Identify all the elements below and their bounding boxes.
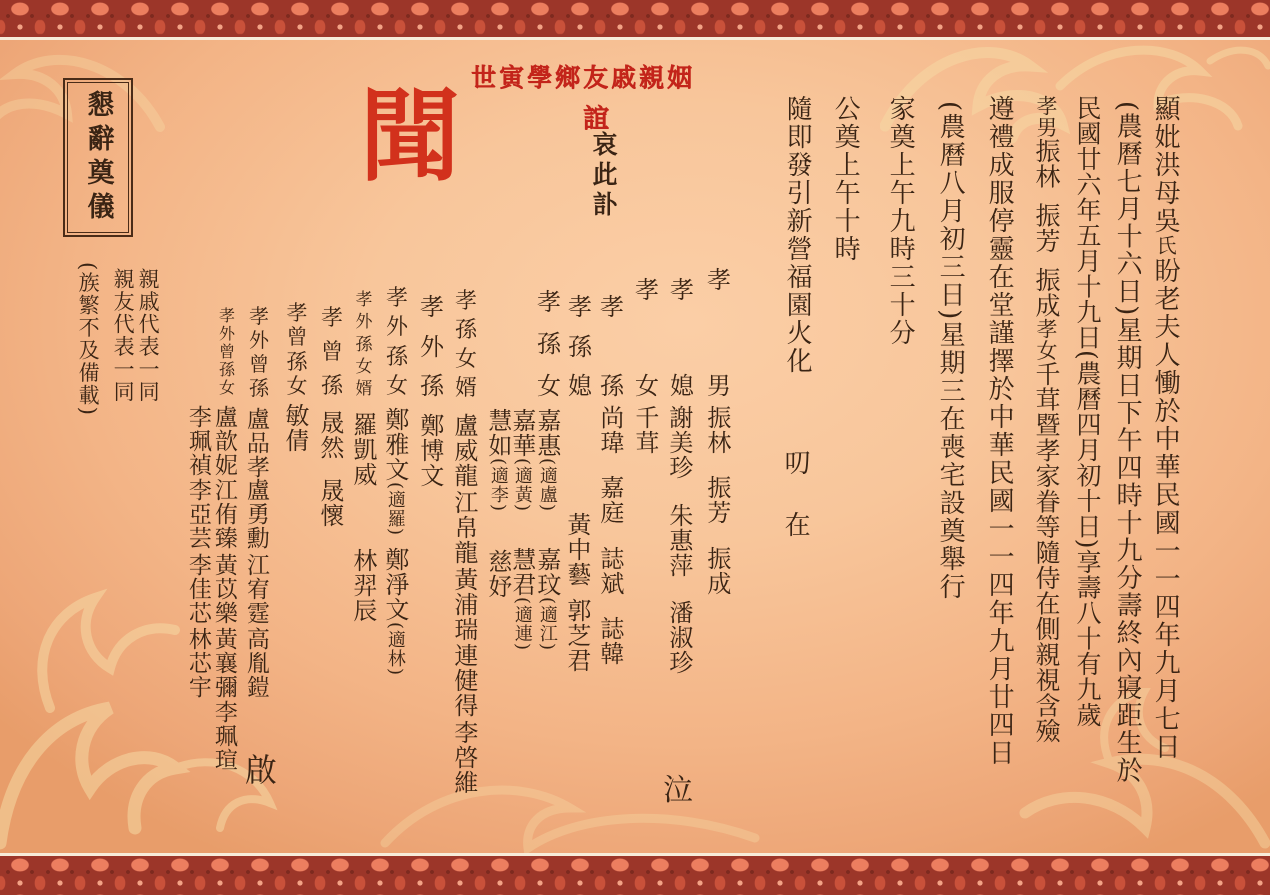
name-main: 嘉惠 [532, 408, 561, 458]
family-service-time: 家奠上午九時三十分 [885, 95, 916, 347]
mourner-role-char: 孝 [320, 306, 343, 331]
mourner-role [350, 292, 378, 398]
announcement-line-2: (農曆七月十六日)星期日下午四時十九分壽終內寢距生於 [1112, 101, 1143, 785]
mourner-role-char: 孫 [320, 374, 343, 399]
damask-border-top [0, 0, 1270, 40]
mourner-role-char: 孫 [385, 344, 408, 370]
mourner-role-char: 外 [355, 312, 373, 333]
mourner-name: 盧歆妮 [210, 405, 237, 477]
mourner-role-char: 曾 [249, 352, 269, 376]
mourner-role [245, 306, 273, 398]
mourner-role [452, 291, 480, 400]
mourner-role-char: 女 [635, 372, 659, 400]
mourner-role-char: 婿 [454, 376, 477, 401]
mourner-role-char: 孝 [707, 266, 731, 294]
mourner-name: 黃襄彌 [210, 627, 237, 699]
mourner-role-char: 孫 [568, 332, 592, 361]
mourner-role-char: 孝 [249, 304, 269, 328]
married-into-note: (適江) [536, 597, 558, 652]
mourner-name: 盧品孝 [242, 407, 269, 479]
sons-names: 振林 振芳 振成 [1032, 138, 1061, 318]
floral-ornament-bottom-center [380, 768, 760, 853]
mourner-name: 振林 [702, 405, 731, 455]
mourner-name: 盧威龍 [449, 413, 478, 488]
mourner-name: 李珮禎 [184, 405, 211, 477]
daughter-label: 孝女 [1034, 317, 1058, 361]
mourner-name: 黃苡樂 [210, 553, 237, 625]
mourner-name: 敏倩 [280, 403, 309, 453]
name-main: 鄭淨文 [380, 547, 409, 622]
family-too-numerous-note: (族繁不及備載) [76, 262, 101, 417]
announcement-line-5: 遵禮成服停靈在堂謹擇於中華民國一一四年九月廿四日 [984, 95, 1015, 767]
mourner-role-char: 孝 [635, 276, 659, 304]
mourner-role-char: 孫 [537, 330, 561, 358]
weep-char: 泣 [663, 773, 693, 808]
relations-banner: 世寅學鄉友戚親姻 [471, 63, 696, 92]
name-main: 慧君 [507, 547, 536, 597]
mourner-role-char: 曾 [218, 342, 235, 361]
mourner-name: 連健得 [449, 643, 478, 718]
mourner-role [598, 295, 626, 398]
mourner-role-char: 曾 [320, 340, 343, 365]
mourner-role-char: 孝 [420, 293, 444, 321]
mourner-name [533, 408, 559, 512]
mourner-role-char: 孫 [600, 372, 624, 400]
married-into-note: (適李) [487, 458, 509, 513]
married-into-note: (適林) [384, 622, 406, 677]
mourner-role [668, 278, 696, 398]
mourner-role-char: 孫 [355, 334, 373, 355]
mourner-role-char: 外 [385, 315, 408, 341]
mourner-role-char: 孝 [454, 289, 477, 314]
mourner-role-char: 孝 [218, 306, 235, 325]
condolence-declined-box-inner [67, 82, 129, 233]
mourner-role-char: 女 [385, 373, 408, 399]
mourner-name [533, 547, 559, 651]
mourner-name: 朱惠萍 [664, 503, 693, 578]
announcement-line-6: (農曆八月初三日)星期三在喪宅設奠舉行 [935, 101, 966, 602]
mourner-role [213, 308, 241, 396]
mourner-name: 林羿辰 [348, 548, 377, 623]
announce-char: 啟 [245, 751, 278, 789]
public-service-time: 公奠上午十時 [830, 95, 861, 263]
mourner-role-char: 孫 [286, 349, 308, 374]
mourner-role-char: 孝 [568, 293, 592, 321]
mourner-name: 李亞芸 [184, 478, 211, 550]
mourner-role-char: 外 [218, 324, 235, 343]
mourner-name: 尚瑋 [595, 405, 624, 455]
name-main: 嘉華 [507, 408, 536, 458]
announcement-line-1 [1150, 95, 1179, 761]
mourner-name: 李珮瑄 [210, 700, 237, 772]
mourner-role-char: 媳 [670, 372, 694, 400]
mourner-role [535, 290, 563, 398]
mourner-role [283, 303, 311, 397]
sons-label: 孝男 [1034, 95, 1058, 138]
mourner-role [418, 295, 446, 398]
mourner-name: 誌韓 [595, 616, 624, 666]
mourner-name [381, 547, 407, 676]
mourner-role-char: 女 [537, 372, 561, 400]
announcement-line-4 [1032, 95, 1060, 743]
mourner-name: 晟然 [315, 410, 344, 460]
deceased-clan-char: 氏 [1153, 235, 1178, 257]
mourner-name: 振成 [702, 546, 731, 596]
death-date-text: 盼老夫人慟於中華民國一一四年九月七日 [1150, 257, 1181, 761]
mourner-role-char: 外 [249, 328, 269, 352]
mourner-name: 黃浦瑞 [449, 567, 478, 642]
mourner-name [381, 407, 407, 536]
mourner-name: 李佳芯 [184, 553, 211, 625]
mourner-name: 江帛龍 [449, 490, 478, 565]
mourner-name: 高胤鎧 [242, 627, 269, 699]
mourner-name: 振芳 [702, 475, 731, 525]
mourner-name: 嘉庭 [595, 475, 624, 525]
mourner-name: 謝美珍 [664, 405, 693, 480]
humility-phrase: 叨在 [780, 449, 811, 573]
mourner-role-char: 女 [286, 373, 308, 398]
name-main: 嘉玟 [532, 547, 561, 597]
mourner-role-char: 女 [454, 347, 477, 372]
announcement-line-3: 民國廿六年五月十九日(農曆四月初十日)享壽八十有九歲 [1073, 95, 1102, 728]
deceased-title: 顯妣洪母吳 [1150, 95, 1181, 235]
mourner-role-char: 媳 [568, 372, 592, 400]
married-into-note: (適盧) [536, 458, 558, 513]
mourner-role-char: 孝 [600, 293, 624, 321]
condolence-declined-box [63, 78, 133, 237]
banner-suffix-char: 誼 [583, 104, 610, 134]
condolence-declined-text: 懇辭奠儀 [82, 89, 114, 226]
damask-border-bottom [0, 853, 1270, 895]
mourner-role-char: 曾 [286, 325, 308, 350]
mourner-role-char: 女 [355, 356, 373, 377]
mourner-role-char: 女 [218, 378, 235, 397]
mourner-name: 千茸 [630, 405, 659, 455]
mourner-role [633, 278, 661, 398]
mourner-name: 晟懷 [315, 478, 344, 528]
name-main: 鄭雅文 [380, 407, 409, 482]
mourner-role-char: 孫 [454, 318, 477, 343]
mourner-role-char: 孝 [385, 286, 408, 311]
mourner-name: 潘淑珍 [664, 600, 693, 675]
mourner-role-char: 孝 [355, 290, 373, 310]
married-into-note: (適連) [511, 597, 533, 652]
mourner-name: 鄭博文 [415, 413, 444, 488]
mourner-role-char: 孝 [286, 301, 308, 325]
mourner-role-char: 孝 [670, 276, 694, 304]
relatives-representatives: 親戚代表一同 [136, 268, 161, 403]
mourner-role [566, 295, 594, 398]
married-into-note: (適羅) [384, 482, 406, 537]
friends-representatives: 親友代表一同 [111, 268, 136, 403]
mourning-phrase: 哀此訃 [589, 131, 618, 221]
mourner-name: 江宥霆 [242, 553, 269, 625]
mourner-role-char: 外 [420, 332, 444, 361]
mourner-name: 林芯宇 [184, 627, 211, 699]
mourner-name: 江侑臻 [210, 478, 237, 550]
married-into-note: (適黃) [511, 458, 533, 513]
mourner-name: 慈妤 [483, 549, 512, 599]
notice-title-char: 聞 [360, 77, 460, 195]
mourner-name [484, 408, 510, 512]
mourner-role-char: 孫 [218, 360, 235, 379]
daughter-names-text: 千茸暨孝家眷等隨侍在側親視含殮 [1032, 360, 1061, 744]
mourner-name: 誌斌 [595, 546, 624, 596]
mourner-role-char: 孝 [537, 288, 561, 316]
mourner-name: 盧勇勳 [242, 478, 269, 550]
name-main: 慧如 [483, 408, 512, 458]
mourner-role-char: 男 [707, 372, 731, 400]
cremation-line: 隨即發引新營福園火化 [782, 95, 813, 375]
mourner-role-char: 婿 [355, 379, 373, 399]
mourner-role [383, 288, 411, 398]
mourner-role-char: 孫 [249, 376, 269, 400]
mourner-role [705, 268, 733, 398]
mourner-name: 羅凱威 [348, 412, 377, 487]
mourner-name: 李啓維 [449, 720, 478, 795]
mourner-role [318, 308, 346, 398]
mourner-name: 黃中藝 [562, 512, 591, 587]
mourner-name: 郭芝君 [562, 598, 591, 673]
mourner-role-char: 孫 [420, 372, 444, 400]
